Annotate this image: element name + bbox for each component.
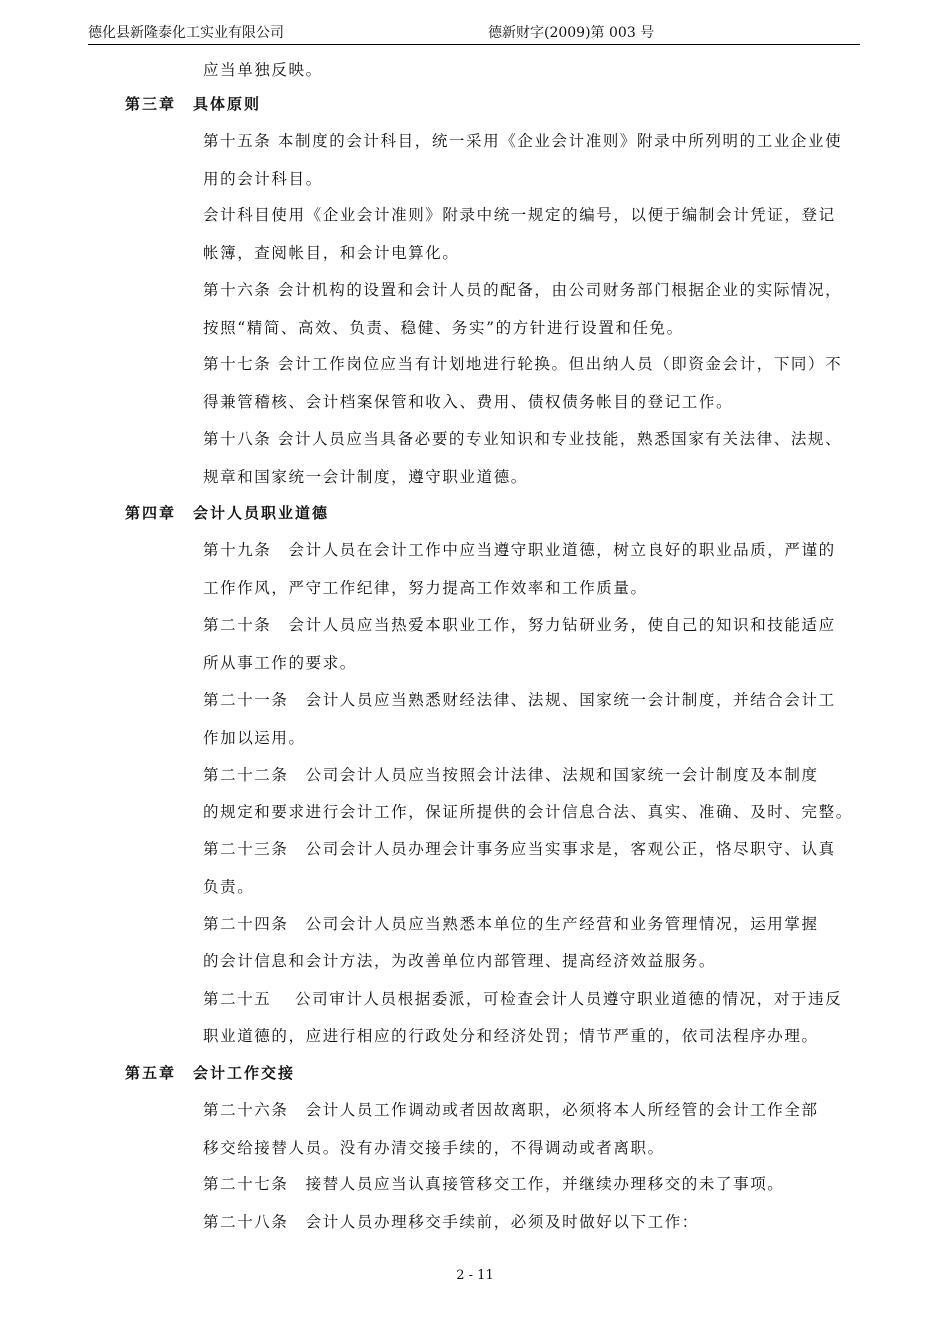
chapter-heading: 第五章 会计工作交接 bbox=[125, 1064, 296, 1082]
paragraph-line: 工作作风，严守工作纪律，努力提高工作效率和工作质量。 bbox=[203, 579, 648, 597]
paragraph-line: 得兼管稽核、会计档案保管和收入、费用、债权债务帐目的登记工作。 bbox=[203, 393, 734, 411]
paragraph-line: 第十八条 会计人员应当具备必要的专业知识和专业技能，熟悉国家有关法律、法规、 bbox=[203, 430, 843, 448]
paragraph-line: 第二十八条 会计人员办理移交手续前，必须及时做好以下工作： bbox=[203, 1213, 699, 1231]
company-name: 德化县新隆泰化工实业有限公司 bbox=[88, 25, 284, 41]
paragraph-line: 应当单独反映。 bbox=[203, 61, 323, 79]
paragraph-line: 所从事工作的要求。 bbox=[203, 654, 357, 672]
paragraph-line: 第二十三条 公司会计人员办理会计事务应当实事求是，客观公正，恪尽职守、认真 bbox=[203, 840, 836, 858]
paragraph-line: 按照“精简、高效、负责、稳健、务实”的方针进行设置和任免。 bbox=[203, 319, 684, 337]
chapter-heading: 第三章 具体原则 bbox=[125, 95, 262, 113]
page-number: 2 - 11 bbox=[456, 1268, 494, 1283]
paragraph-line: 第二十六条 会计人员工作调动或者因故离职，必须将本人所经管的会计工作全部 bbox=[203, 1101, 819, 1119]
paragraph-line: 第二十七条 接替人员应当认真接管移交工作，并继续办理移交的未了事项。 bbox=[203, 1175, 785, 1193]
paragraph-line: 第十六条 会计机构的设置和会计人员的配备，由公司财务部门根据企业的实际情况， bbox=[203, 281, 843, 299]
paragraph-line: 第二十条 会计人员应当热爱本职业工作，努力钻研业务，使自己的知识和技能适应 bbox=[203, 616, 836, 634]
paragraph-line: 会计科目使用《企业会计准则》附录中统一规定的编号，以便于编制会计凭证，登记 bbox=[203, 206, 836, 224]
paragraph-line: 负责。 bbox=[203, 878, 255, 896]
paragraph-line: 第十五条 本制度的会计科目，统一采用《企业会计准则》附录中所列明的工业企业使 bbox=[203, 132, 843, 150]
paragraph-line: 的规定和要求进行会计工作，保证所提供的会计信息合法、真实、准确、及时、完整。 bbox=[203, 803, 853, 821]
paragraph-line: 移交给接替人员。没有办清交接手续的，不得调动或者离职。 bbox=[203, 1139, 665, 1157]
paragraph-line: 帐簿，查阅帐目，和会计电算化。 bbox=[203, 244, 460, 262]
document-number: 德新财字(2009)第 003 号 bbox=[488, 25, 655, 41]
paragraph-line: 第十七条 会计工作岗位应当有计划地进行轮换。但出纳人员（即资金会计，下同）不 bbox=[203, 355, 843, 373]
paragraph-line: 职业道德的，应进行相应的行政处分和经济处罚；情节严重的，依司法程序办理。 bbox=[203, 1027, 819, 1045]
paragraph-line: 规章和国家统一会计制度，遵守职业道德。 bbox=[203, 468, 528, 486]
paragraph-line: 第十九条 会计人员在会计工作中应当遵守职业道德，树立良好的职业品质，严谨的 bbox=[203, 541, 836, 559]
paragraph-line: 用的会计科目。 bbox=[203, 170, 323, 188]
paragraph-line: 的会计信息和会计方法，为改善单位内部管理、提高经济效益服务。 bbox=[203, 952, 717, 970]
paragraph-line: 第二十二条 公司会计人员应当按照会计法律、法规和国家统一会计制度及本制度 bbox=[203, 766, 819, 784]
paragraph-line: 第二十四条 公司会计人员应当熟悉本单位的生产经营和业务管理情况，运用掌握 bbox=[203, 915, 819, 933]
page-header bbox=[88, 22, 860, 45]
paragraph-line: 作加以运用。 bbox=[203, 729, 306, 747]
paragraph-line: 第二十一条 会计人员应当熟悉财经法律、法规、国家统一会计制度，并结合会计工 bbox=[203, 691, 836, 709]
paragraph-line: 第二十五 公司审计人员根据委派，可检查会计人员遵守职业道德的情况，对于违反 bbox=[203, 990, 843, 1008]
chapter-heading: 第四章 会计人员职业道德 bbox=[125, 504, 330, 522]
